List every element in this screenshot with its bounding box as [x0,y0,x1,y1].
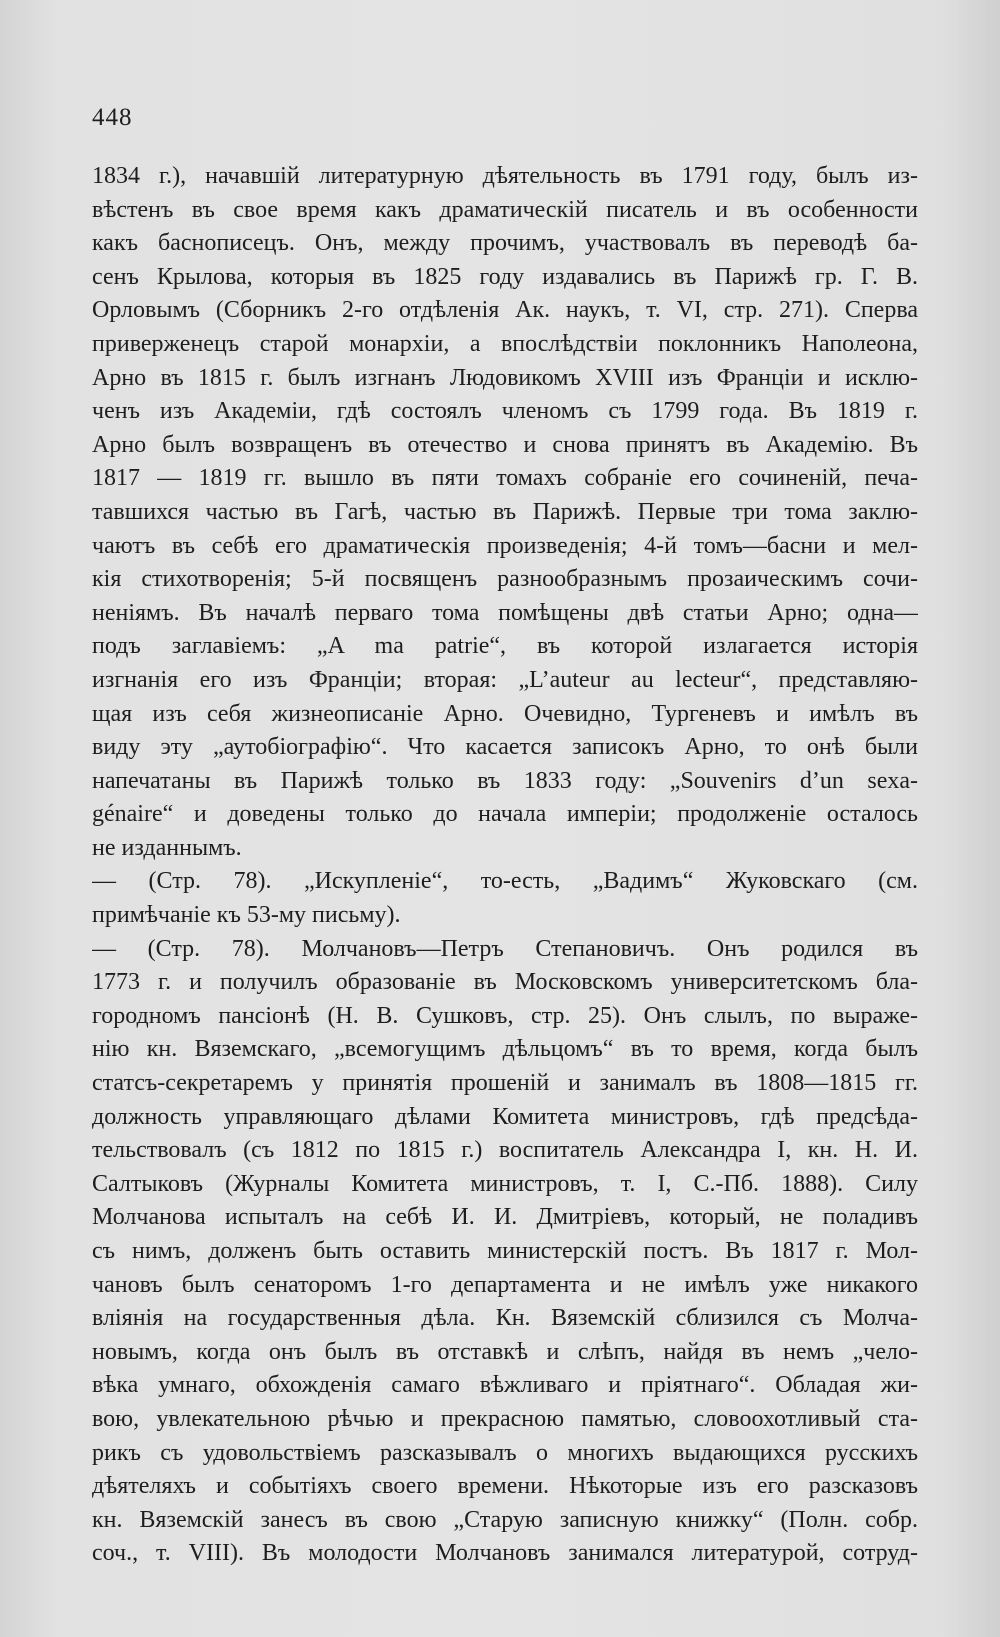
text-line: Арно въ 1815 г. былъ изгнанъ Людовикомъ XVIII изъ Франціи и исклю- [92,364,918,391]
text-line: кія стихотворенія; 5-й посвященъ разнообразнымъ прозаическимъ сочи- [92,566,918,593]
text-line: приверженецъ старой монархіи, а впослѣдствіи поклонникъ Наполеона, [92,330,918,357]
text-line: вѣстенъ въ свое время какъ драматическій писатель и въ особенности [92,196,918,223]
text-line: 1834 г.), начавшій литературную дѣятельность въ 1791 году, былъ из- [92,163,918,189]
text-line: 1817 — 1819 гг. вышло въ пяти томахъ собраніе его сочиненій, печа- [92,465,918,492]
text-line: изгнанія его изъ Франціи; вторая: „L’auteur au lecteur“, представляю- [92,666,918,693]
text-line: чановъ былъ сенаторомъ 1-го департамента и не имѣлъ уже никакого [92,1271,918,1298]
text-line: 1773 г. и получилъ образованіе въ Московскомъ университетскомъ бла- [92,969,918,996]
text-line: тельствовалъ (съ 1812 по 1815 г.) воспитатель Александра I, кн. Н. И. [92,1137,918,1164]
text-line: вѣка умнаго, обхожденія самаго вѣжливаго и пріятнаго“. Обладая жи- [92,1372,918,1399]
text-line: примѣчаніе къ 53-му письму). [92,902,401,929]
text-line: вою, увлекательною рѣчью и прекрасною памятью, словоохотливый ста- [92,1405,918,1432]
text-line: новымъ, когда онъ былъ въ отставкѣ и слѣпъ, найдя въ немъ „чело- [92,1338,918,1365]
text-line: Арно былъ возвращенъ въ отечество и снова принятъ въ Академію. Въ [92,431,918,458]
text-line: génaire“ и доведены только до начала имперіи; продолженіе осталось [92,801,918,828]
text-line: напечатаны въ Парижѣ только въ 1833 году: „Souvenirs d’un sexa- [92,767,918,794]
text-line: щая изъ себя жизнеописаніе Арно. Очевидно, Тургеневъ и имѣлъ въ [92,700,918,727]
text-line: городномъ пансіонѣ (Н. В. Сушковъ, стр. 25). Онъ слылъ, по выраже- [92,1002,918,1029]
text-line: не изданнымъ. [92,834,242,861]
text-line: нію кн. Вяземскаго, „всемогущимъ дѣльцомъ“ въ то время, когда былъ [92,1036,918,1063]
text-line: Молчанова испыталъ на себѣ И. И. Дмитріевъ, который, не поладивъ [92,1204,918,1231]
text-line: кн. Вяземскій занесъ въ свою „Старую записную книжку“ (Полн. собр. [92,1506,918,1533]
text-line: соч., т. VIII). Въ молодости Молчановъ занимался литературой, сотруд- [92,1540,918,1567]
text-line: неніямъ. Въ началѣ перваго тома помѣщены двѣ статьи Арно; одна— [92,599,918,626]
text-line: ченъ изъ Академіи, гдѣ состоялъ членомъ съ 1799 года. Въ 1819 г. [92,398,918,425]
text-line: Орловымъ (Сборникъ 2-го отдѣленія Ак. наукъ, т. VI, стр. 271). Сперва [92,297,918,324]
text-line: чаютъ въ себѣ его драматическія произведенія; 4-й томъ—басни и мел- [92,532,918,559]
text-line: вліянія на государственныя дѣла. Кн. Вяземскій сблизился съ Молча- [92,1305,918,1332]
text-line: сенъ Крылова, которыя въ 1825 году издавались въ Парижѣ гр. Г. В. [92,263,918,290]
page-number: 448 [92,104,133,131]
text-line: — (Стр. 78). Молчановъ—Петръ Степановичъ. Онъ родился въ [92,935,918,962]
text-line: виду эту „аутобіографію“. Что касается записокъ Арно, то онѣ были [92,734,918,761]
text-line: должность управляющаго дѣлами Комитета министровъ, гдѣ предсѣда- [92,1103,918,1130]
text-line: какъ баснописецъ. Онъ, между прочимъ, участвовалъ въ переводѣ ба- [92,230,918,257]
text-line: Салтыковъ (Журналы Комитета министровъ, т. I, С.-Пб. 1888). Силу [92,1170,918,1197]
text-line: рикъ съ удовольствіемъ разсказывалъ о многихъ выдающихся русскихъ [92,1439,918,1466]
body-text [92,160,918,1605]
text-line: подъ заглавіемъ: „A ma patrie“, въ которой излагается исторія [92,633,918,660]
text-line: статсъ-секретаремъ у принятія прошеній и занималъ въ 1808—1815 гг. [92,1070,918,1097]
text-line: тавшихся частью въ Гагѣ, частью въ Парижѣ. Первые три тома заклю- [92,498,918,525]
text-line: съ нимъ, долженъ быть оставить министерскій постъ. Въ 1817 г. Мол- [92,1238,918,1264]
text-line: дѣятеляхъ и событіяхъ своего времени. Нѣкоторые изъ его разсказовъ [92,1473,918,1500]
text-line [92,1571,918,1605]
text-line: — (Стр. 78). „Искупленіе“, то-есть, „Вадимъ“ Жуковскаго (см. [92,868,918,895]
